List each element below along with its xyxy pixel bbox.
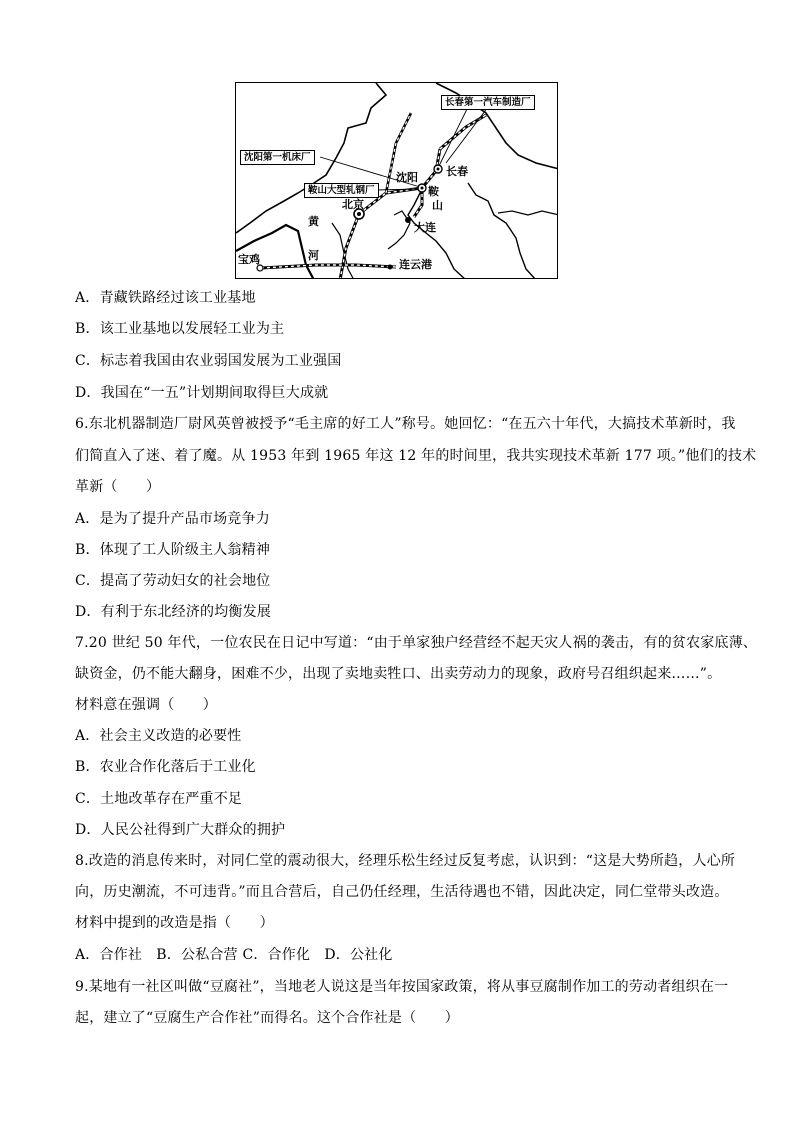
anshan-factory-label: 鞍山大型轧钢厂 xyxy=(304,183,379,198)
coast-east xyxy=(498,211,558,215)
q5-option-d: D．我国在“一五”计划期间取得巨大成就 xyxy=(75,385,329,401)
q6-stem-line-3: 革新（ ） xyxy=(75,479,161,495)
q6-option-c: C．提高了劳动妇女的社会地位 xyxy=(75,573,271,589)
northeast-industrial-base-map xyxy=(235,82,558,279)
anshan-label: 鞍 xyxy=(428,185,439,198)
huang-label: 黄 xyxy=(308,215,319,228)
q9-stem-line-1: 9.某地有一社区叫做“豆腐社”，当地老人说这是当年按国家政策，将从事豆腐制作加工的劳动者组织在一 xyxy=(75,979,729,995)
korea-outline xyxy=(468,183,536,279)
q7-option-b: B．农业合作化落后于工业化 xyxy=(75,759,256,775)
he-label: 河 xyxy=(308,249,319,262)
q6-stem-line-1: 6.东北机器制造厂尉风英曾被授予“毛主席的好工人”称号。她回忆：“在五六十年代，大搞技术革新时，我 xyxy=(75,416,736,432)
q6-stem-line-2: 们简直入了迷、着了魔。从 1953 年到 1965 年这 12 年的时间里，我共实现技术革新 177 项。”他们的技术 xyxy=(75,448,757,464)
lianyungang-label: 连云港 xyxy=(399,258,432,271)
baoji-label: 宝鸡 xyxy=(238,253,260,266)
q5-option-c: C．标志着我国由农业弱国发展为工业强国 xyxy=(75,353,342,369)
dalian-label: 大连 xyxy=(414,221,436,234)
shenyang-factory-label: 沈阳第一机床厂 xyxy=(240,150,315,165)
q5-option-b: B．该工业基地以发展轻工业为主 xyxy=(75,321,285,337)
yellow-river xyxy=(236,225,314,279)
changchun-label: 长春 xyxy=(446,165,468,178)
q7-stem-line-1: 7.20 世纪 50 年代，一位农民在日记中写道：“由于单家独户经营经不起天灾人祸的袭击，有的贫农家底薄、 xyxy=(75,635,758,651)
q7-stem-line-2: 缺资金，仍不能大翻身，困难不少，出现了卖地卖牲口、出卖劳动力的现象，政府号召组织起来……”。 xyxy=(75,666,722,682)
beijing-label: 北京 xyxy=(342,198,364,211)
q7-stem-line-3: 材料意在强调（ ） xyxy=(75,697,217,713)
q6-option-b: B．体现了工人阶级主人翁精神 xyxy=(75,542,271,558)
changchun-factory-label: 长春第一汽车制造厂 xyxy=(441,95,535,110)
q8-options: A．合作社 B．公私合营 C．合作化 D．公社化 xyxy=(75,947,393,963)
q9-stem-line-2: 起，建立了“豆腐生产合作社”而得名。这个合作社是（ ） xyxy=(75,1010,459,1026)
q7-option-d: D．人民公社得到广大群众的拥护 xyxy=(75,822,286,838)
q7-option-c: C．土地改革存在严重不足 xyxy=(75,791,243,807)
q5-option-a: A．青藏铁路经过该工业基地 xyxy=(75,290,256,306)
dalian-dot xyxy=(405,217,411,223)
lianyungang-dot xyxy=(388,265,393,270)
q8-stem-line-1: 8.改造的消息传来时，对同仁堂的震动很大，经理乐松生经过反复考虑，认识到：“这是大势所趋，人心所 xyxy=(75,853,736,869)
q6-option-d: D．有利于东北经济的均衡发展 xyxy=(75,604,272,620)
shenyang-label: 沈阳 xyxy=(396,171,418,184)
q8-stem-line-3: 材料中提到的改造是指（ ） xyxy=(75,915,274,931)
bay-outline xyxy=(388,211,410,249)
q6-option-a: A．是为了提升产品市场竞争力 xyxy=(75,511,270,527)
q7-option-a: A．社会主义改造的必要性 xyxy=(75,728,242,744)
q8-stem-line-2: 向，历史潮流，不可违背。”而且合营后，自己仍任经理，生活待遇也不错，因此决定，同仁堂带头改造。 xyxy=(75,884,729,900)
shan-label: 山 xyxy=(432,199,443,212)
